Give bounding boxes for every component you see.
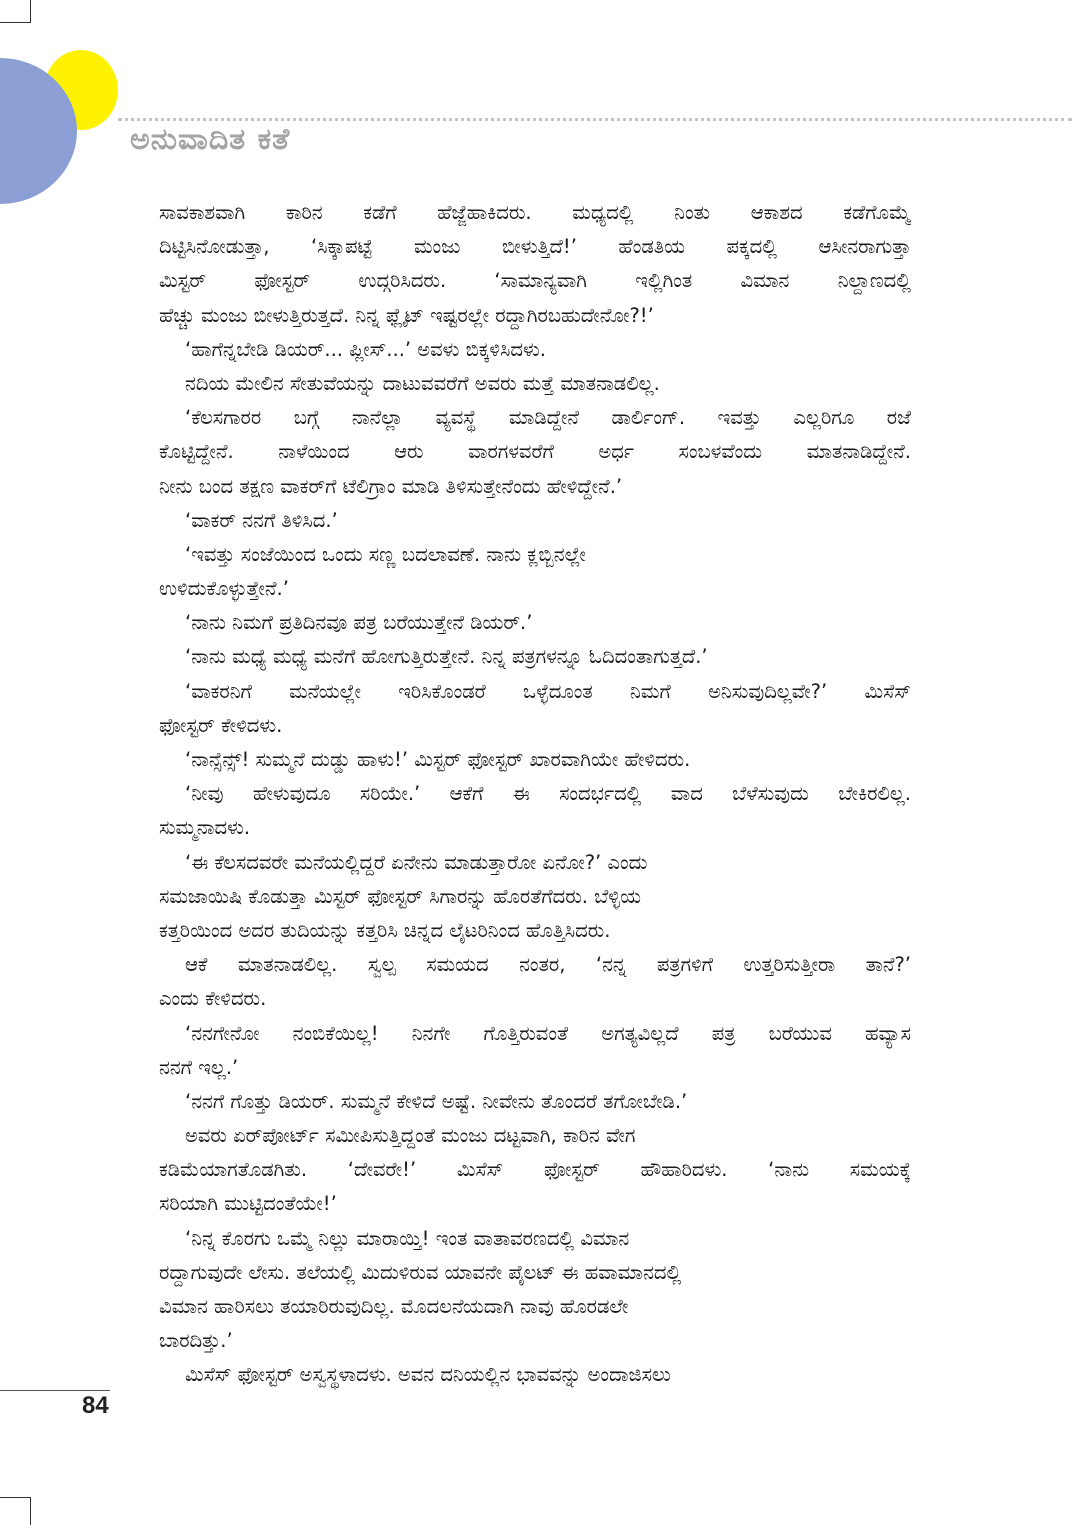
body-line: ನೀನು ಬಂದ ತಕ್ಷಣ ವಾಕರ್‌ಗೆ ಟೆಲಿಗ್ರಾಂ ಮಾಡಿ ತಿಳಿಸುತ್ತೇನೆಂದು ಹೇಳಿದ್ದೇನೆ.’ xyxy=(159,474,623,498)
body-line: ‘ಇವತ್ತು ಸಂಜೆಯಿಂದ ಒಂದು ಸಣ್ಣ ಬದಲಾವಣೆ. ನಾನು ಕ್ಲಬ್ಬಿನಲ್ಲೇ xyxy=(185,542,586,566)
body-line: ಅವರು ಏರ್‌ಪೋರ್ಟ್ ಸಮೀಪಿಸುತ್ತಿದ್ದಂತೆ ಮಂಜು ದಟ್ಟವಾಗಿ, ಕಾರಿನ ವೇಗ xyxy=(185,1124,636,1148)
crop-mark-top-vertical xyxy=(30,0,31,22)
body-line: ‘ನನಗೇನೋ ನಂಬಿಕೆಯಿಲ್ಲ! ನಿನಗೇ ಗೊತ್ತಿರುವಂತೆ ಅಗತ್ಯವಿಲ್ಲದೆ ಪತ್ರ ಬರೆಯುವ ಹವ್ಯಾಸ xyxy=(185,1021,911,1045)
body-line: ಕೊಟ್ಟಿದ್ದೇನೆ. ನಾಳೆಯಿಂದ ಆರು ವಾರಗಳವರೆಗೆ ಅರ್ಧ ಸಂಬಳವೆಂದು ಮಾತನಾಡಿದ್ದೇನೆ. xyxy=(159,440,911,464)
body-line: ಕಡಿಮೆಯಾಗತೊಡಗಿತು. ‘ದೇವರೇ!’ ಮಿಸೆಸ್ ಫೋಸ್ಟರ್ ಹೌಹಾರಿದಳು. ‘ನಾನು ಸಮಯಕ್ಕೆ xyxy=(159,1158,911,1182)
section-title: ಅನುವಾದಿತ ಕತೆ xyxy=(130,122,291,157)
body-line: ಮಿಸೆಸ್ ಫೋಸ್ಟರ್ ಅಸ್ವಸ್ಥಳಾದಳು. ಅವನ ದನಿಯಲ್ಲಿನ ಭಾವವನ್ನು ಅಂದಾಜಿಸಲು xyxy=(185,1363,671,1387)
body-line: ‘ನಾನು ಮಧ್ಯೆ ಮಧ್ಯೆ ಮನೆಗೆ ಹೋಗುತ್ತಿರುತ್ತೇನೆ. ನಿನ್ನ ಪತ್ರಗಳನ್ನೂ ಓದಿದಂತಾಗುತ್ತದೆ.’ xyxy=(185,645,708,669)
body-line: ಸಾವಕಾಶವಾಗಿ ಕಾರಿನ ಕಡೆಗೆ ಹೆಜ್ಜೆಹಾಕಿದರು. ಮಧ್ಯದಲ್ಲಿ ನಿಂತು ಆಕಾಶದ ಕಡೆಗೊಮ್ಮೆ xyxy=(159,201,911,224)
body-line: ಉಳಿದುಕೊಳ್ಳುತ್ತೇನೆ.’ xyxy=(159,577,289,601)
body-line: ‘ಕೆಲಸಗಾರರ ಬಗ್ಗೆ ನಾನೆಲ್ಲಾ ವ್ಯವಸ್ಥೆ ಮಾಡಿದ್ದೇನೆ ಡಾರ್ಲಿಂಗ್. ಇವತ್ತು ಎಲ್ಲರಿಗೂ ರಜೆ xyxy=(185,406,911,430)
crop-mark-top-horizontal xyxy=(0,22,31,23)
body-line: ‘ನಾನ್ಸೆನ್ಸ್! ಸುಮ್ಮನೆ ದುಡ್ಡು ಹಾಳು!’ ಮಿಸ್ಟರ್ ಫೋಸ್ಟರ್ ಖಾರವಾಗಿಯೇ ಹೇಳಿದರು. xyxy=(185,748,691,771)
page-number: 84 xyxy=(82,1392,109,1419)
footer-rule xyxy=(0,1390,110,1391)
body-line: ಸರಿಯಾಗಿ ಮುಟ್ಟಿದಂತೆಯೇ!’ xyxy=(159,1192,337,1216)
body-line: ಸಮಜಾಯಿಷಿ ಕೊಡುತ್ತಾ ಮಿಸ್ಟರ್ ಫೋಸ್ಟರ್ ಸಿಗಾರನ್ನು ಹೊರತೆಗೆದರು. ಬೆಳ್ಳಿಯ xyxy=(159,884,642,908)
crop-mark-bottom-horizontal xyxy=(0,1497,31,1498)
body-line: ವಿಮಾನ ಹಾರಿಸಲು ತಯಾರಿರುವುದಿಲ್ಲ. ಮೊದಲನೆಯದಾಗಿ ನಾವು ಹೊರಡಲೇ xyxy=(159,1295,629,1318)
body-line: ಮಿಸ್ಟರ್ ಫೋಸ್ಟರ್ ಉದ್ಗರಿಸಿದರು. ‘ಸಾಮಾನ್ಯವಾಗಿ ಇಲ್ಲಿಗಿಂತ ವಿಮಾನ ನಿಲ್ದಾಣದಲ್ಲಿ xyxy=(159,269,911,293)
body-line: ಎಂದು ಕೇಳಿದರು. xyxy=(159,987,267,1011)
header-dotted-rule xyxy=(118,118,1072,121)
body-line: ರದ್ದಾಗುವುದೇ ಲೇಸು. ತಲೆಯಲ್ಲಿ ಮಿದುಳಿರುವ ಯಾವನೇ ಪೈಲಟ್ ಈ ಹವಾಮಾನದಲ್ಲಿ xyxy=(159,1260,682,1284)
body-line: ‘ಹಾಗೆನ್ನಬೇಡಿ ಡಿಯರ್... ಪ್ಲೀಸ್...’ ಅವಳು ಬಿಕ್ಕಳಿಸಿದಳು. xyxy=(185,337,546,361)
body-line: ಕತ್ತರಿಯಿಂದ ಅದರ ತುದಿಯನ್ನು ಕತ್ತರಿಸಿ ಚಿನ್ನದ ಲೈಟರಿನಿಂದ ಹೊತ್ತಿಸಿದರು. xyxy=(159,918,611,942)
body-line: ‘ನನಗೆ ಗೊತ್ತು ಡಿಯರ್. ಸುಮ್ಮನೆ ಕೇಳಿದೆ ಅಷ್ಟೆ. ನೀವೇನು ತೊಂದರೆ ತಗೋಬೇಡಿ.’ xyxy=(185,1089,688,1113)
crop-mark-bottom-vertical xyxy=(30,1497,31,1525)
body-line: ಹೆಚ್ಚು ಮಂಜು ಬೀಳುತ್ತಿರುತ್ತದೆ. ನಿನ್ನ ಫ್ಲೈಟ್ ಇಷ್ಟರಲ್ಲೇ ರದ್ದಾಗಿರಬಹುದೇನೋ?!’ xyxy=(159,303,654,327)
body-line: ‘ನಿನ್ನ ಕೊರಗು ಒಮ್ಮೆ ನಿಲ್ಲು ಮಾರಾಯ್ತಿ! ಇಂತ ವಾತಾವರಣದಲ್ಲಿ ವಿಮಾನ xyxy=(185,1226,630,1250)
body-line: ಸುಮ್ಮನಾದಳು. xyxy=(159,816,251,840)
body-line: ದಿಟ್ಟಿಸಿನೋಡುತ್ತಾ, ‘ಸಿಕ್ಕಾಪಟ್ಟೆ ಮಂಜು ಬೀಳುತ್ತಿದೆ!’ ಹೆಂಡತಿಯ ಪಕ್ಕದಲ್ಲಿ ಆಸೀನರಾಗುತ್ತಾ xyxy=(159,235,911,259)
body-line: ‘ಈ ಕೆಲಸದವರೇ ಮನೆಯಲ್ಲಿದ್ದರೆ ಏನೇನು ಮಾಡುತ್ತಾರೋ ಏನೋ?’ ಎಂದು xyxy=(185,850,648,874)
body-line: ‘ವಾಕರ್ ನನಗೆ ತಿಳಿಸಿದ.’ xyxy=(185,508,338,532)
body-line: ಆಕೆ ಮಾತನಾಡಲಿಲ್ಲ. ಸ್ವಲ್ಪ ಸಮಯದ ನಂತರ, ‘ನನ್ನ ಪತ್ರಗಳಿಗೆ ಉತ್ತರಿಸುತ್ತೀರಾ ತಾನೆ?’ xyxy=(185,953,911,977)
body-line: ನದಿಯ ಮೇಲಿನ ಸೇತುವೆಯನ್ನು ದಾಟುವವರೆಗೆ ಅವರು ಮತ್ತೆ ಮಾತನಾಡಲಿಲ್ಲ. xyxy=(185,371,660,395)
body-line: ಫೋಸ್ಟರ್ ಕೇಳಿದಳು. xyxy=(159,713,283,737)
body-line: ‘ವಾಕರನಿಗೆ ಮನೆಯಲ್ಲೇ ಇರಿಸಿಕೊಂಡರೆ ಒಳ್ಳೆದೂಂತ ನಿಮಗೆ ಅನಿಸುವುದಿಲ್ಲವೇ?’ ಮಿಸೆಸ್ xyxy=(185,679,911,703)
body-line: ‘ನಾನು ನಿಮಗೆ ಪ್ರತಿದಿನವೂ ಪತ್ರ ಬರೆಯುತ್ತೇನೆ ಡಿಯರ್.’ xyxy=(185,611,533,635)
story-body xyxy=(159,196,911,1393)
body-line: ಬಾರದಿತ್ತು.’ xyxy=(159,1329,233,1353)
body-line: ‘ನೀವು ಹೇಳುವುದೂ ಸರಿಯೇ.’ ಆಕೆಗೆ ಈ ಸಂದರ್ಭದಲ್ಲಿ ವಾದ ಬೆಳೆಸುವುದು ಬೇಕಿರಲಿಲ್ಲ. xyxy=(185,782,911,806)
body-line: ನನಗೆ ಇಲ್ಲ.’ xyxy=(159,1055,239,1079)
